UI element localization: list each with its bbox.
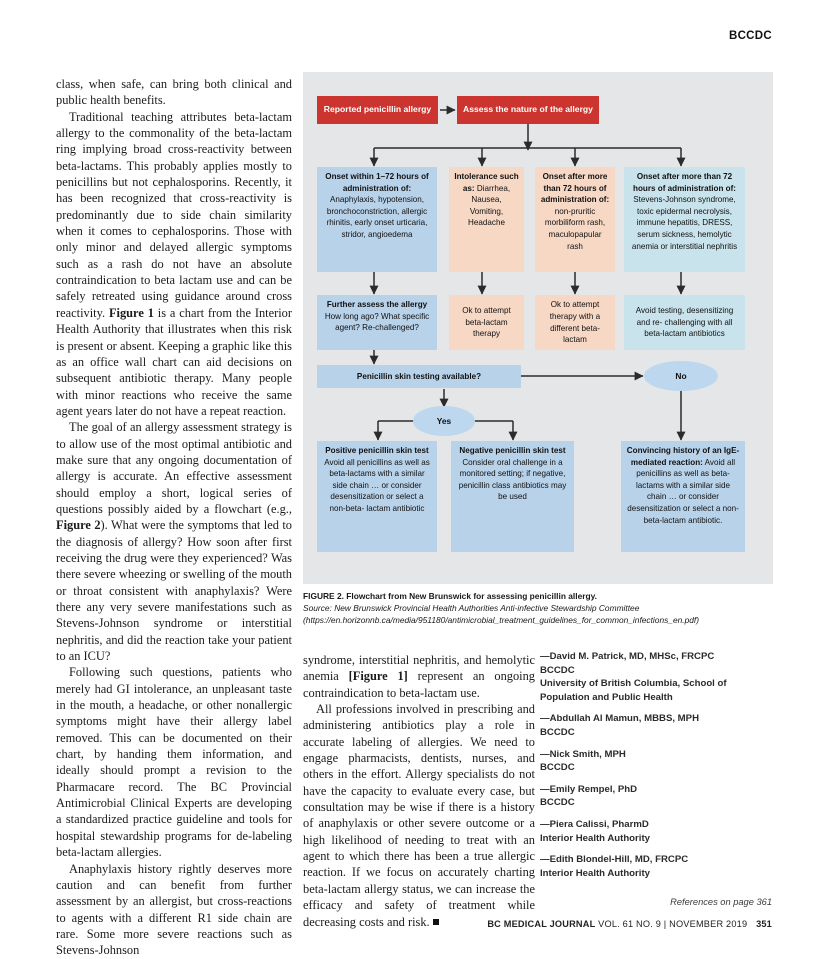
paragraph-text: All professions involved in prescribing and administering antibiotics play a role in accurate labeling of allergies. We need to engage pharmacists, dentists, nurses, and others in the effort. Allergy specialists do not have the capacity to evaluate every case, but consultation may be wise if there is a history of anaphylaxis or other severe outcome or a high likelihood of needing to treat with an agent to which there has been a true allergic reaction. If we focus on accurately charting beta-lactam allergy status, we can increase the efficacy and safety of treatment while decreasing costs and risk. (303, 702, 535, 929)
node-further-assess (317, 295, 437, 350)
node-body: How long ago? What specific agent? Re-challenged? (324, 311, 430, 333)
node-body: Consider oral challenge in a monitored setting; if negative, penicillin class antibiotics may be used (458, 457, 567, 502)
node-avoid-testing (624, 295, 745, 350)
node-no (644, 361, 718, 391)
node-title: Further assess the allergy (326, 300, 428, 309)
node-label: Penicillin skin testing available? (356, 371, 482, 381)
node-title: Onset after more than 72 hours of administration of: (633, 172, 736, 193)
author-entry (540, 712, 772, 739)
node-ok-attempt-different (535, 295, 615, 350)
paragraph-text: syndrome, interstitial nephritis, and hemolytic anemia (303, 653, 535, 684)
node-reported-penicillin-allergy (317, 96, 438, 124)
paragraph-text-cont: is a chart from the Interior Health Authority that illustrates when this risk is present or absent. Keeping a graphic like this as an office wall chart can aid decisions on subsequent antibiotic therapy. Many people with minor reactions who receive the same agent years later do not have a repeat reaction. (56, 305, 292, 418)
node-convincing-history (621, 441, 745, 552)
node-assess-nature (457, 96, 599, 124)
node-negative-skin-test (451, 441, 574, 552)
node-skin-testing-available (317, 365, 521, 388)
paragraph (56, 109, 292, 420)
journal-name: BC MEDICAL JOURNAL (487, 919, 596, 929)
figure-reference: Figure 2 (56, 518, 101, 533)
author-entry (540, 783, 772, 810)
figure-caption-label: FIGURE 2. (303, 591, 344, 601)
left-column (56, 76, 292, 959)
node-body: Avoid all penicillins as well as beta-lactams with a similar side chain … or consider desensitization or select a non-beta-lactam antibiotic. (627, 457, 739, 525)
author-affiliation: BCCDC (540, 762, 575, 774)
author-entry (540, 853, 772, 880)
node-body: Ok to attempt beta-lactam therapy (462, 306, 511, 339)
figure-reference: Figure 1 (108, 305, 154, 320)
author-name: —Emily Rempel, PhD (540, 783, 638, 795)
author-name: —David M. Patrick, MD, MHSc, FRCPC (540, 651, 715, 662)
middle-column (303, 652, 535, 930)
node-label: Assess the nature of the allergy (463, 104, 593, 115)
author-affiliation: Interior Health Authority (540, 867, 650, 879)
node-onset-after-72h-severe (624, 167, 745, 272)
node-title: Negative penicillin skin test (459, 446, 566, 455)
node-label: No (675, 371, 687, 381)
node-yes (413, 406, 475, 436)
paragraph: Following such questions, patients who merely had GI intolerance, an unpleasant taste in the mouth, a headache, or other nonallergic symptoms might have their allergy label removed. This can be documented on their chart, by handing them information, and ideally should prompt a revision to the Pharmacare record. The BC Provincial Antimicrobial Clinical Experts are developing a standardized practice guideline and tools for hospital stewardship programs for de-labeling beta-lactam allergies. (56, 665, 292, 860)
node-body: Diarrhea, Nausea, Vomiting, Headache (468, 183, 511, 228)
node-body: Anaphylaxis, hypotension, bronchoconstriction, allergic rhinitis, early onset urticaria, stridor, angioedema (326, 195, 428, 239)
author-name: —Nick Smith, MPH (540, 748, 626, 760)
node-label: Yes (436, 416, 452, 426)
paragraph: Anaphylaxis history rightly deserves more caution and can benefit from further assessment by an allergist, but cross-reactions to agents with a different R1 side chain are rare. Some more severe reactions such as Stevens-Johnson (56, 861, 292, 958)
author-list (540, 650, 772, 910)
node-title: Onset after more than 72 hours of administration of: (540, 172, 610, 205)
author-affiliation: BCCDC (540, 726, 575, 738)
author-affiliation: BCCDC (540, 664, 575, 676)
node-body: Avoid all penicillins as well as beta-lactams with a similar side chain … or consider desensitization or select a non-beta- lactam antibiotic (324, 457, 430, 513)
author-affiliation: BCCDC (540, 797, 575, 809)
node-onset-after-72h-mild (535, 167, 615, 272)
node-title: Positive penicillin skin test (325, 446, 429, 455)
node-body: Stevens-Johnson syndrome, toxic epidermal necrolysis, immune hepatitis, DRESS, serum sickness, hemolytic anemia or interstitial nephritis (631, 195, 738, 251)
figure-2 (303, 72, 773, 626)
issue-info: VOL. 61 NO. 9 | NOVEMBER 2019 (598, 919, 748, 929)
node-title: Convincing history of an IgE-mediated reaction: (626, 446, 740, 467)
author-entry (540, 650, 772, 704)
paragraph (56, 419, 292, 664)
paragraph: class, when safe, can bring both clinical and public health benefits. (56, 77, 292, 108)
node-body: Ok to attempt therapy with a different beta-lactam (549, 300, 601, 345)
paragraph-text: The goal of an allergy assessment strategy is to allow use of the most optimal antibiotic and make sure that any ongoing documentation of allergy is accurate. An effective assessment should employ a short, logical series of questions possibly aided by a flowchart (e.g., (56, 420, 292, 516)
figure-caption-text: Flowchart from New Brunswick for assessing penicillin allergy. (343, 591, 597, 601)
figure-source: Source: New Brunswick Provincial Health Authorities Anti-infective Stewardship Committee (https://en.horizonnb.ca/media/951180/antimicrobial_treatment_guidelines_for_common_infections_en.pdf) (303, 603, 700, 625)
references-note: References on page 361 (670, 897, 772, 908)
author-name: —Edith Blondel-Hill, MD, FRCPC (540, 854, 689, 866)
author-affiliation: University of British Columbia, School of Population and Public Health (540, 678, 727, 703)
node-body: Avoid testing, desensitizing and re- challenging with all beta-lactam antibiotics (635, 306, 734, 339)
flowchart-canvas (303, 72, 773, 584)
author-affiliation: Interior Health Authority (540, 832, 650, 844)
running-head: BCCDC (728, 30, 772, 42)
node-label: Reported penicillin allergy (323, 104, 432, 115)
figure-caption (303, 591, 773, 626)
figure-reference: [Figure 1] (348, 669, 408, 684)
author-name: —Abdullah Al Mamun, MBBS, MPH (540, 713, 700, 725)
paragraph (303, 701, 535, 930)
paragraph-text-cont: ). What were the symptoms that led to the diagnosis of allergy? How soon after first receiving the drug were they experienced? Was there severe wheezing or swelling of the mouth or throat consistent with anaphylaxis? Were there any very severe manifestations such as Stevens-Johnson syndrome or interstitial nephritis, and did the reaction take your patient to an ICU? (56, 518, 292, 664)
paragraph-text: Traditional teaching attributes beta-lactam allergy to the commonality of the beta-lactam ring implying broad cross-reactivity between beta-lactams. This probably applies mostly to penicillins but not cephalosporins. Recently, it has been recognized that cross-reactivity is predominantly due to side chain similarity when it comes to cephalosporins. Those with only minor and delayed allergic symptoms such as a rash do not have an absolute contraindication to beta lactam use and can be safely retreated using guidance around cross reactivity. (56, 109, 292, 320)
page-footer (0, 919, 772, 929)
author-entry (540, 818, 772, 845)
paragraph-text-cont: represent an ongoing contraindication to beta-lactam use. (303, 669, 536, 700)
author-entry (540, 748, 772, 775)
node-title: Onset within 1–72 hours of administration of: (325, 172, 429, 193)
paragraph (303, 652, 535, 701)
node-ok-attempt-beta-lactam (449, 295, 524, 350)
node-positive-skin-test (317, 441, 437, 552)
page-number: 351 (756, 919, 772, 929)
author-name: —Piera Calissi, PharmD (540, 818, 649, 830)
node-body: non-pruritic morbiliform rash, maculopapular rash (544, 206, 606, 251)
node-title: Intolerance such as: (454, 172, 519, 193)
node-onset-within-72h (317, 167, 437, 272)
node-intolerance (449, 167, 524, 272)
